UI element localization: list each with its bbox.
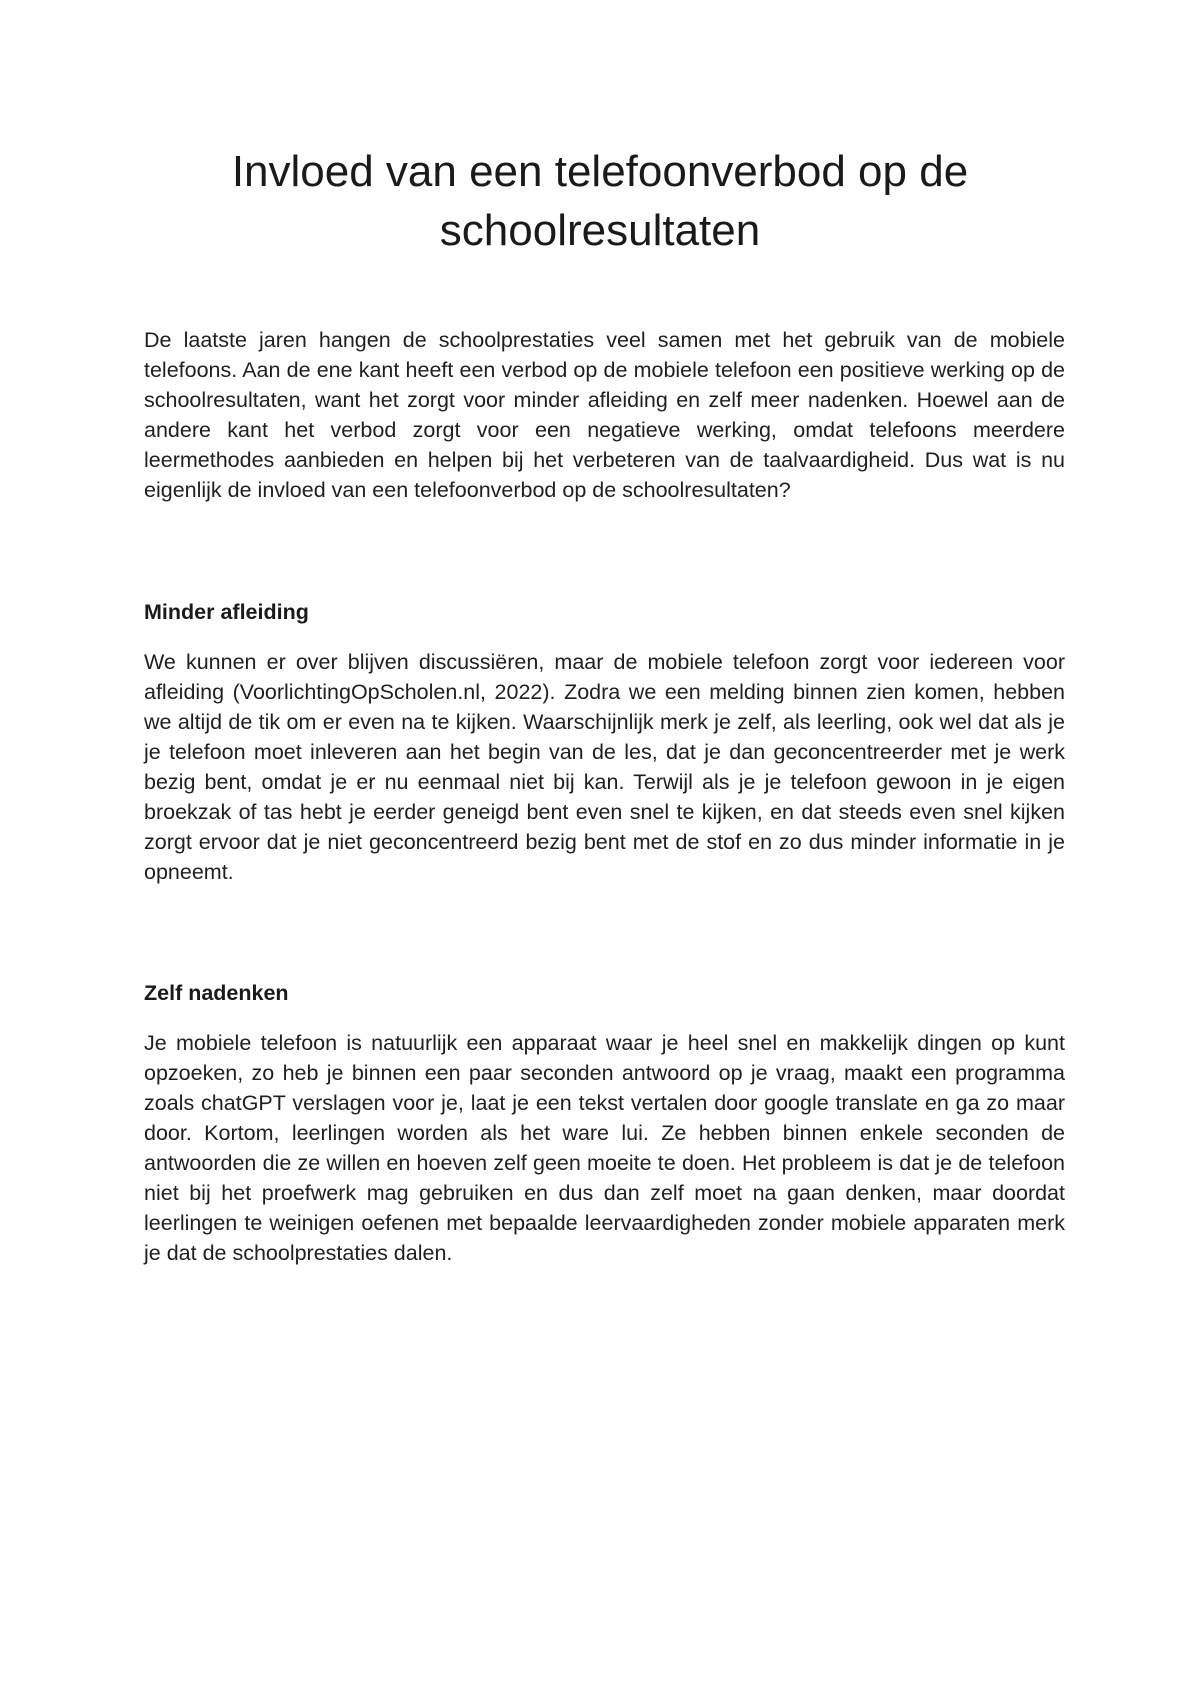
- document-title: Invloed van een telefoonverbod op de schoolresultaten: [231, 147, 969, 255]
- section-paragraph-zelf-nadenken: Je mobiele telefoon is natuurlijk een apparaat waar je heel snel en makkelijk dingen op kunt opzoeken, zo heb je binnen een paar seconden antwoord op je vraag, maakt een programma zoals chatGPT verslagen voor je, laat je een tekst vertalen door google translate en ga zo maar door. Kortom, leerlingen worden als het ware lui. Ze hebben binnen enkele seconden de antwoorden die ze willen en hoeven zelf geen moeite te doen. Het probleem is dat je de telefoon niet bij het proefwerk mag gebruiken en dus dan zelf moet na gaan denken, maar doordat leerlingen te weinigen oefenen met bepaalde leervaardigheden zonder mobiele apparaten merk je dat de schoolprestaties dalen.: [144, 1031, 1065, 1265]
- section-heading-minder-afleiding: Minder afleiding: [144, 600, 309, 624]
- intro-paragraph: De laatste jaren hangen de schoolprestaties veel samen met het gebruik van de mobiele telefoons. Aan de ene kant heeft een verbod op de mobiele telefoon een positieve werking op de schoolresultaten, want het zorgt voor minder afleiding en zelf meer nadenken. Hoewel aan de andere kant het verbod zorgt voor een negatieve werking, omdat telefoons meerdere leermethodes aanbieden en helpen bij het verbeteren van de taalvaardigheid. Dus wat is nu eigenlijk de invloed van een telefoonverbod op de schoolresultaten?: [144, 328, 1065, 502]
- section-heading-zelf-nadenken: Zelf nadenken: [144, 981, 289, 1005]
- section-paragraph-minder-afleiding: We kunnen er over blijven discussiëren, maar de mobiele telefoon zorgt voor iedereen voor afleiding (VoorlichtingOpScholen.nl, 2022). Zodra we een melding binnen zien komen, hebben we altijd de tik om er even na te kijken. Waarschijnlijk merk je zelf, als leerling, ook wel dat als je je telefoon moet inleveren aan het begin van de les, dat je dan geconcentreerder met je werk bezig bent, omdat je er nu eenmaal niet bij kan. Terwijl als je je telefoon gewoon in je eigen broekzak of tas hebt je eerder geneigd bent even snel te kijken, en dat steeds even snel kijken zorgt ervoor dat je niet geconcentreerd bezig bent met de stof en zo dus minder informatie in je opneemt.: [144, 650, 1065, 884]
